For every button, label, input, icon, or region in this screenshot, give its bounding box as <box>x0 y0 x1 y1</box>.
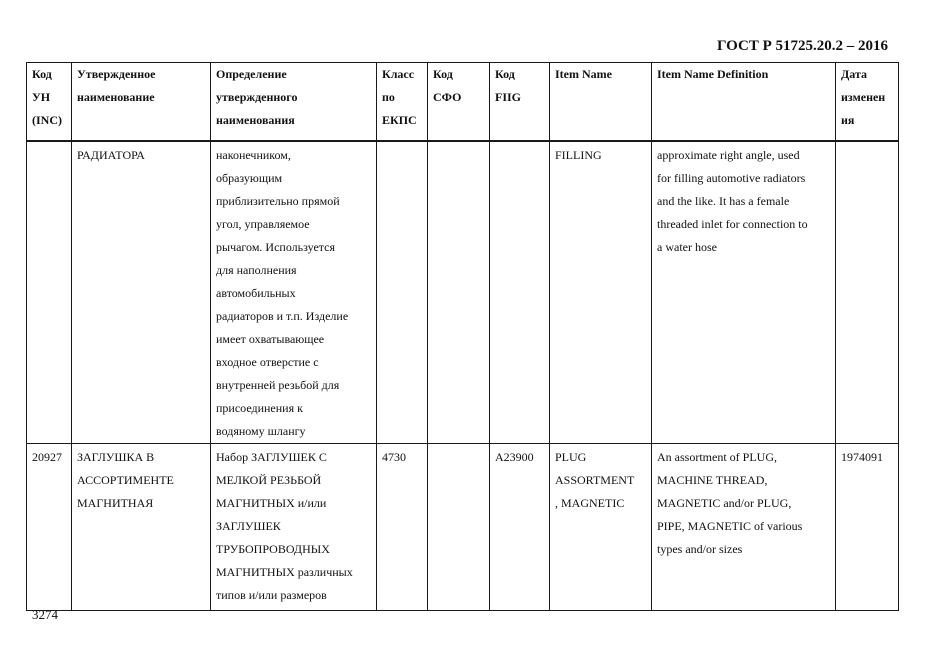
cell-item-name <box>550 141 652 444</box>
cell-text-line: PIPE, MAGNETIC of various <box>657 518 803 533</box>
cell-item-name <box>550 443 652 610</box>
cell-text-line: радиаторов и т.п. Изделие <box>216 308 349 323</box>
cell-text-line: Дата <box>841 67 867 81</box>
header-sfo-code <box>428 63 490 141</box>
cell-text-line: по <box>382 90 395 104</box>
cell-text-line: МАГНИТНЫХ различных <box>216 564 353 579</box>
table-row <box>27 443 899 610</box>
cell-text-line: приблизительно прямой <box>216 193 340 208</box>
cell-fiig-code <box>490 443 550 610</box>
cell-sfo-code <box>428 141 490 444</box>
cell-text-line: ТРУБОПРОВОДНЫХ <box>216 541 330 556</box>
document-standard-title: ГОСТ Р 51725.20.2 – 2016 <box>716 38 888 54</box>
header-approved-name <box>72 63 211 141</box>
cell-inc-code <box>27 443 72 610</box>
cell-text-line: МАГНИТНАЯ <box>77 495 154 510</box>
cell-change-date <box>836 443 899 610</box>
cell-text-line: АССОРТИМЕНТЕ <box>77 472 174 487</box>
cell-text-line: МЕЛКОЙ РЕЗЬБОЙ <box>216 472 322 487</box>
cell-text-line: A23900 <box>495 449 534 464</box>
cell-text-line: Код <box>433 67 453 81</box>
cell-text-line: ЗАГЛУШЕК <box>216 518 281 533</box>
header-item-name <box>550 63 652 141</box>
cell-text-line: Item Name Definition <box>657 67 769 81</box>
page-number: 3274 <box>32 607 58 622</box>
cell-text-line: (INC) <box>32 113 62 127</box>
header-item-name-definition <box>652 63 836 141</box>
cell-text-line: наименования <box>216 113 295 127</box>
header-fiig-code <box>490 63 550 141</box>
cell-text-line: наименование <box>77 90 155 104</box>
cell-text-line: для наполнения <box>216 262 297 277</box>
cell-text-line: a water hose <box>657 239 717 254</box>
cell-text-line: МАГНИТНЫХ и/или <box>216 495 327 510</box>
cell-text-line: Набор ЗАГЛУШЕК С <box>216 449 327 464</box>
cell-text-line: СФО <box>433 90 462 104</box>
cell-text-line: ASSORTMENT <box>555 472 635 487</box>
cell-item-name-definition <box>652 443 836 610</box>
cell-text-line: водяному шлангу <box>216 423 306 438</box>
cell-text-line: рычагом. Используется <box>216 239 336 254</box>
cell-text-line: An assortment of PLUG, <box>657 449 777 464</box>
header-ekps-class <box>377 63 428 141</box>
cell-text-line: 20927 <box>32 449 62 464</box>
cell-text-line: образующим <box>216 170 283 185</box>
header-inc-code <box>27 63 72 141</box>
cell-text-line: РАДИАТОРА <box>77 147 145 162</box>
cell-item-name-definition <box>652 141 836 444</box>
cell-text-line: and the like. It has a female <box>657 193 790 208</box>
cell-text-line: ЕКПС <box>382 113 417 127</box>
cell-text-line: Код <box>32 67 52 81</box>
cell-text-line: Код <box>495 67 515 81</box>
cell-text-line: имеет охватывающее <box>216 331 325 346</box>
cell-text-line: types and/or sizes <box>657 541 743 556</box>
classification-table <box>26 62 899 611</box>
cell-inc-code <box>27 141 72 444</box>
cell-text-line: угол, управляемое <box>216 216 310 231</box>
cell-text-line: approximate right angle, used <box>657 147 800 162</box>
cell-text-line: ЗАГЛУШКА В <box>77 449 155 464</box>
header-name-definition-ru <box>211 63 377 141</box>
cell-text-line: Класс <box>382 67 415 81</box>
cell-text-line: утвержденного <box>216 90 298 104</box>
cell-text-line: внутренней резьбой для <box>216 377 340 392</box>
cell-name-definition-ru <box>211 443 377 610</box>
cell-approved-name <box>72 443 211 610</box>
table-header-row <box>27 63 899 141</box>
cell-text-line: FIIG <box>495 90 522 104</box>
cell-fiig-code <box>490 141 550 444</box>
cell-text-line: УН <box>32 90 51 104</box>
cell-text-line: MAGNETIC and/or PLUG, <box>657 495 792 510</box>
cell-text-line: , MAGNETIC <box>555 495 625 510</box>
cell-text-line: Утвержденное <box>77 67 156 81</box>
cell-text-line: Определение <box>216 67 287 81</box>
cell-text-line: 4730 <box>382 449 406 464</box>
cell-text-line: наконечником, <box>216 147 291 162</box>
cell-text-line: изменен <box>841 90 886 104</box>
cell-text-line: MACHINE THREAD, <box>657 472 768 487</box>
table-row <box>27 141 899 444</box>
cell-change-date <box>836 141 899 444</box>
cell-ekps-class <box>377 141 428 444</box>
cell-approved-name <box>72 141 211 444</box>
cell-text-line: 1974091 <box>841 449 883 464</box>
header-change-date <box>836 63 899 141</box>
cell-ekps-class <box>377 443 428 610</box>
cell-text-line: ия <box>841 113 855 127</box>
cell-text-line: PLUG <box>555 449 587 464</box>
cell-text-line: автомобильных <box>216 285 296 300</box>
cell-text-line: threaded inlet for connection to <box>657 216 808 231</box>
cell-text-line: Item Name <box>555 67 612 81</box>
cell-text-line: входное отверстие с <box>216 354 319 369</box>
cell-text-line: for filling automotive radiators <box>657 170 806 185</box>
cell-text-line: присоединения к <box>216 400 303 415</box>
cell-text-line: FILLING <box>555 147 602 162</box>
cell-sfo-code <box>428 443 490 610</box>
cell-text-line: типов и/или размеров <box>216 587 327 602</box>
cell-name-definition-ru <box>211 141 377 444</box>
